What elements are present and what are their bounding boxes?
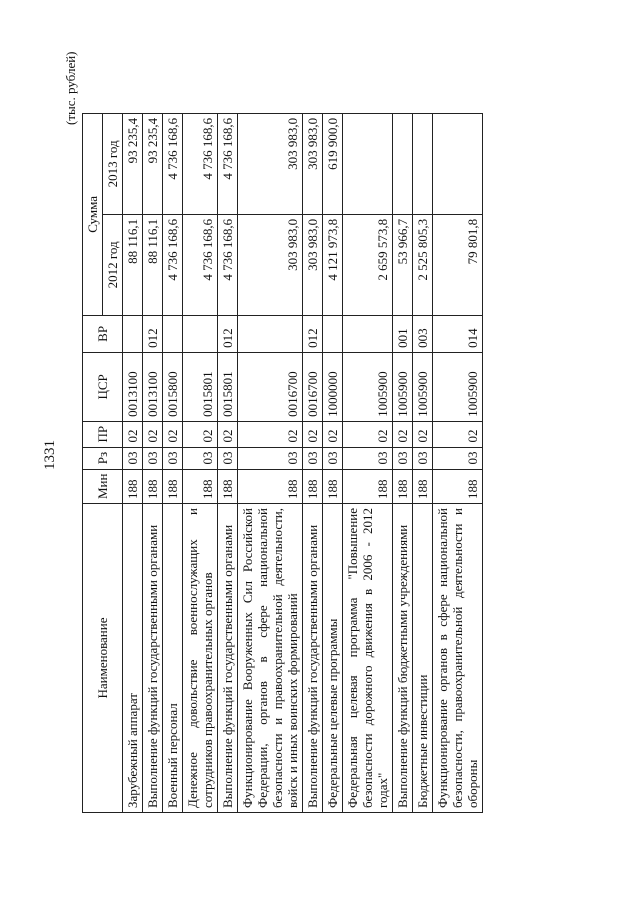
row-pr: 02 [303,421,323,447]
table-row [393,113,413,812]
row-rz: 03 [343,447,393,469]
row-name: Денежное довольствие военнослужащих и сотрудников правоохранительных органов [183,504,218,813]
row-2013: 93 235,4 [143,113,163,214]
row-min: 188 [238,469,303,503]
header-2012: 2012 год [103,214,123,315]
row-name: Функционирование органов в сфере национальной безопасности, правоохранительной деятельности и обороны [433,504,483,813]
row-rz: 03 [393,447,413,469]
row-2012: 53 966,7 [393,214,413,315]
row-2013: 93 235,4 [123,113,143,214]
row-csr: 1005900 [433,352,483,421]
row-rz: 03 [433,447,483,469]
row-vr: 001 [393,315,413,352]
row-2012: 2 525 805,3 [413,214,433,315]
row-csr: 1005900 [413,352,433,421]
row-min: 188 [343,469,393,503]
row-csr: 0015801 [218,352,238,421]
row-rz: 03 [163,447,183,469]
row-2013 [413,113,433,214]
header-pr: ПР [83,421,123,447]
row-2012: 4 736 168,6 [218,214,238,315]
row-rz: 03 [238,447,303,469]
row-min: 188 [323,469,343,503]
row-rz: 03 [323,447,343,469]
row-2012: 79 801,8 [433,214,483,315]
row-2012: 4 736 168,6 [163,214,183,315]
row-pr: 02 [123,421,143,447]
row-rz: 03 [123,447,143,469]
budget-table [82,113,483,813]
row-vr [323,315,343,352]
row-2013: 303 983,0 [238,113,303,214]
row-name: Зарубежный аппарат [123,504,143,813]
row-2012: 303 983,0 [303,214,323,315]
row-name: Бюджетные инвестиции [413,504,433,813]
row-csr: 0015800 [163,352,183,421]
row-min: 188 [163,469,183,503]
table-row [238,113,303,812]
table-row [183,113,218,812]
row-2012: 88 116,1 [123,214,143,315]
row-2013: 303 983,0 [303,113,323,214]
row-min: 188 [393,469,413,503]
row-pr: 02 [323,421,343,447]
row-name: Выполнение функций государственными органами [143,504,163,813]
row-2012: 4 121 973,8 [323,214,343,315]
row-pr: 02 [393,421,413,447]
row-rz: 03 [413,447,433,469]
header-rz: Рз [83,447,123,469]
row-vr: 014 [433,315,483,352]
row-2012: 303 983,0 [238,214,303,315]
table-row [343,113,393,812]
row-name: Федеральные целевые программы [323,504,343,813]
row-min: 188 [303,469,323,503]
table-row [218,113,238,812]
header-min: Мин [83,469,123,503]
row-pr: 02 [183,421,218,447]
header-vr: ВР [83,315,123,352]
row-vr [123,315,143,352]
row-pr: 02 [433,421,483,447]
row-2013: 4 736 168,6 [163,113,183,214]
row-2013 [393,113,413,214]
row-2012: 2 659 573,8 [343,214,393,315]
row-name: Функционирование Вооруженных Сил Российской Федерации, органов в сфере национальной безопасности и правоохранительной деятельности, войск и иных воинских формирований [238,504,303,813]
row-pr: 02 [413,421,433,447]
header-csr: ЦСР [83,352,123,421]
row-pr: 02 [143,421,163,447]
row-pr: 02 [218,421,238,447]
row-2013: 4 736 168,6 [183,113,218,214]
row-vr [163,315,183,352]
row-vr: 012 [218,315,238,352]
table-row [413,113,433,812]
table-row [163,113,183,812]
row-min: 188 [413,469,433,503]
row-csr: 1005900 [393,352,413,421]
row-min: 188 [123,469,143,503]
row-2013: 619 900,0 [323,113,343,214]
row-csr: 0013100 [123,352,143,421]
row-min: 188 [183,469,218,503]
row-vr [183,315,218,352]
row-2012: 88 116,1 [143,214,163,315]
table-row [143,113,163,812]
row-name: Федеральная целевая программа "Повышение безопасности дорожного движения в 2006 - 2012 годах" [343,504,393,813]
page-number: 1331 [42,440,58,470]
units-note: (тыс. рублей) [63,51,78,125]
row-2012: 4 736 168,6 [183,214,218,315]
row-csr: 1005900 [343,352,393,421]
row-2013: 4 736 168,6 [218,113,238,214]
header-name: Наименование [83,504,123,813]
row-vr [238,315,303,352]
row-pr: 02 [343,421,393,447]
row-csr: 0013100 [143,352,163,421]
header-sum: Сумма [83,113,103,315]
table-row [323,113,343,812]
row-name: Военный персонал [163,504,183,813]
row-min: 188 [143,469,163,503]
row-pr: 02 [163,421,183,447]
row-csr: 0016700 [303,352,323,421]
row-rz: 03 [218,447,238,469]
table-row [433,113,483,812]
row-min: 188 [433,469,483,503]
row-rz: 03 [183,447,218,469]
table-row [123,113,143,812]
row-name: Выполнение функций бюджетными учреждениями [393,504,413,813]
row-min: 188 [218,469,238,503]
row-csr: 0016700 [238,352,303,421]
row-csr: 1000000 [323,352,343,421]
row-rz: 03 [303,447,323,469]
row-csr: 0015801 [183,352,218,421]
table-body [123,113,483,812]
row-name: Выполнение функций государственными органами [218,504,238,813]
row-pr: 02 [238,421,303,447]
row-vr [343,315,393,352]
table-row [303,113,323,812]
row-rz: 03 [143,447,163,469]
row-name: Выполнение функций государственными органами [303,504,323,813]
row-vr: 003 [413,315,433,352]
row-vr: 012 [303,315,323,352]
row-2013 [433,113,483,214]
header-2013: 2013 год [103,113,123,214]
row-2013 [343,113,393,214]
row-vr: 012 [143,315,163,352]
